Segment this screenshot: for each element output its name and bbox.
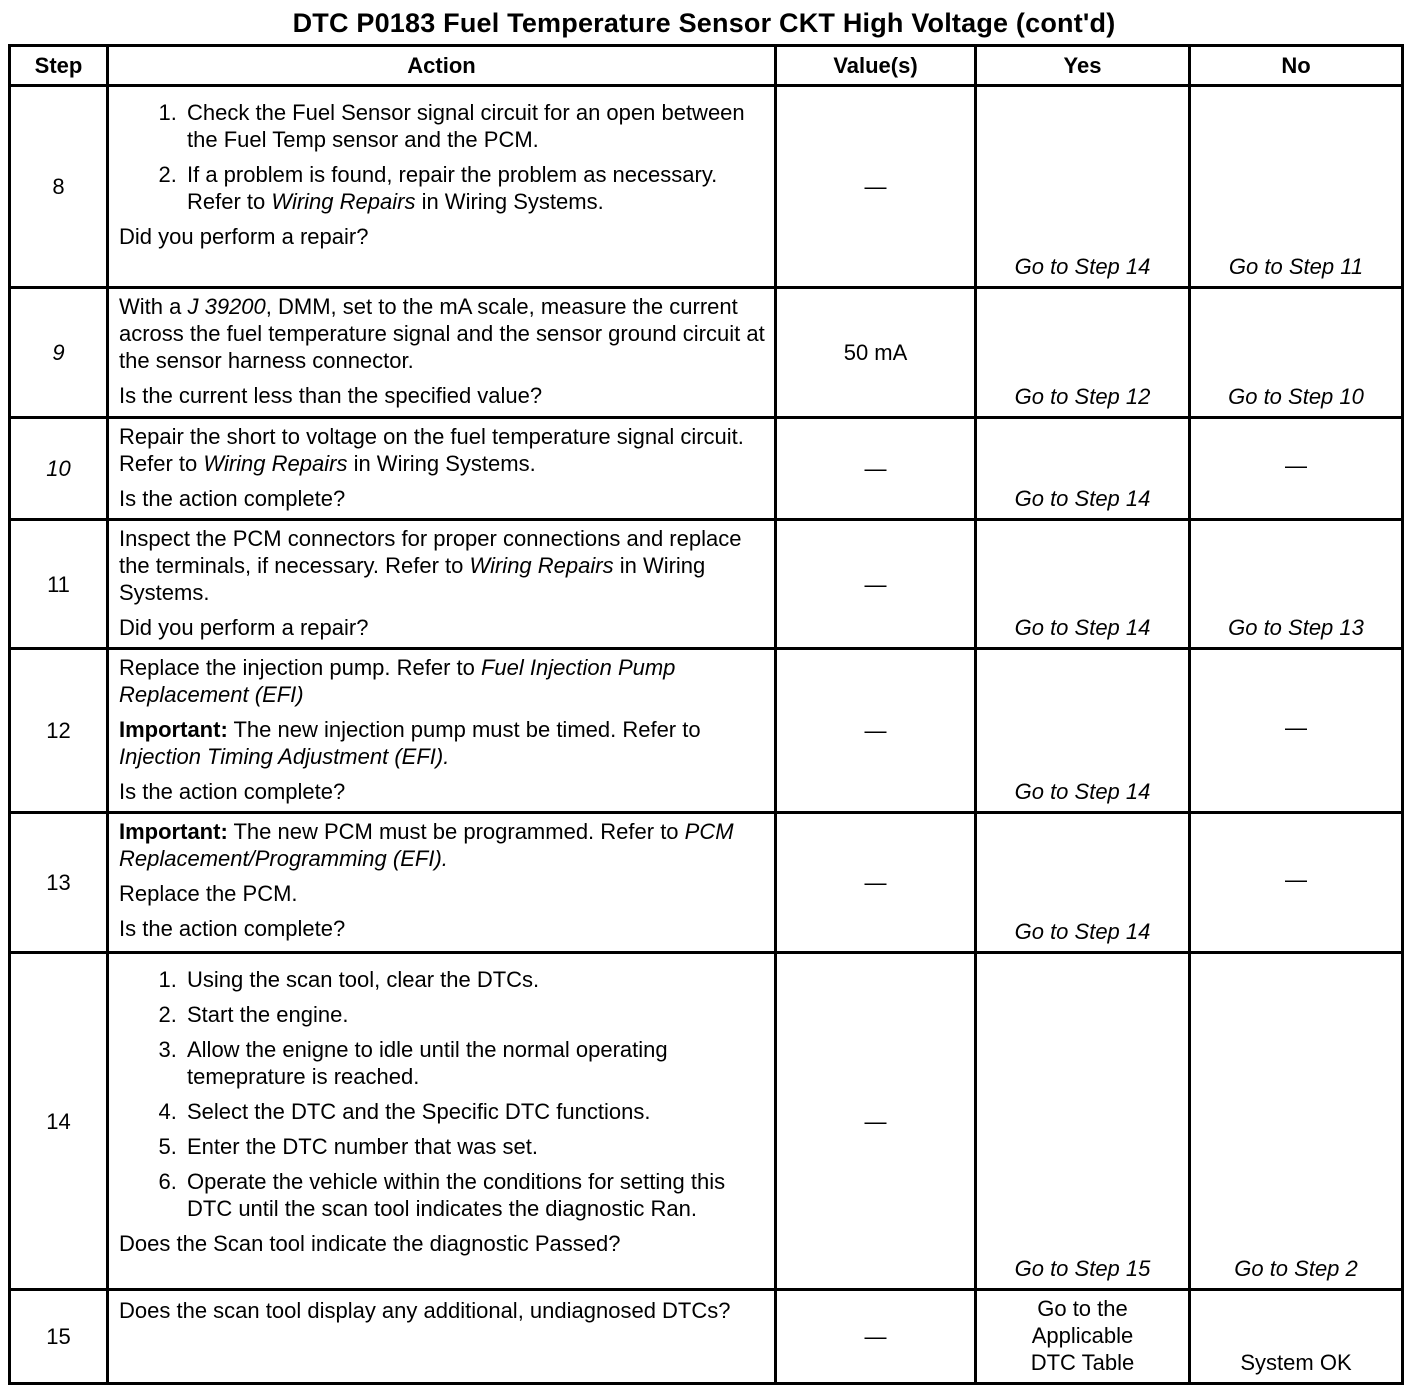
question: Is the action complete? bbox=[119, 916, 346, 941]
yes-cell: Go to Step 12 bbox=[976, 288, 1190, 418]
list-item: 6. Operate the vehicle within the conditions for setting this DTC until the scan tool indicates the diagnostic Ran. bbox=[183, 1168, 766, 1222]
yes-cell: Go to Step 14 bbox=[976, 813, 1190, 953]
action-text-part: in Wiring Systems. bbox=[347, 451, 536, 476]
step-number: 11 bbox=[10, 520, 108, 649]
action-cell bbox=[108, 520, 776, 649]
header-values: Value(s) bbox=[776, 46, 976, 86]
important-label: Important: bbox=[119, 819, 228, 844]
header-step: Step bbox=[10, 46, 108, 86]
reference-link: PCM Replacement/Programming (EFI). bbox=[119, 819, 734, 871]
value-cell: — bbox=[776, 953, 976, 1290]
yes-cell: Go to Step 14 bbox=[976, 86, 1190, 288]
step-number: 13 bbox=[10, 813, 108, 953]
reference-link: Wiring Repairs bbox=[271, 189, 416, 214]
page-title: DTC P0183 Fuel Temperature Sensor CKT High Voltage (cont'd) bbox=[292, 8, 1116, 38]
yes-cell: Go to Step 14 bbox=[976, 520, 1190, 649]
no-cell: Go to Step 10 bbox=[1190, 288, 1403, 418]
action-cell bbox=[108, 953, 776, 1290]
question: Does the Scan tool indicate the diagnostic Passed? bbox=[119, 1231, 621, 1256]
no-cell: Go to Step 2 bbox=[1190, 953, 1403, 1290]
action-text-part: , DMM, set to the mA scale, measure the current across the fuel temperature signal and the sensor ground circuit at the sensor harness connector. bbox=[119, 294, 765, 373]
step-number: 8 bbox=[10, 86, 108, 288]
tool-name: J 39200 bbox=[187, 294, 266, 319]
value-cell: 50 mA bbox=[776, 288, 976, 418]
action-text-part: With a bbox=[119, 294, 188, 319]
table-row bbox=[10, 520, 1403, 649]
step-number: 12 bbox=[10, 649, 108, 813]
header-action: Action bbox=[108, 46, 776, 86]
list-item: 5. Enter the DTC number that was set. bbox=[183, 1133, 766, 1160]
action-text-part: Repair the short to voltage on the fuel temperature signal circuit. Refer to bbox=[119, 424, 744, 476]
question: Does the scan tool display any additional, undiagnosed DTCs? bbox=[119, 1298, 731, 1323]
action-cell bbox=[108, 288, 776, 418]
question: Did you perform a repair? bbox=[119, 615, 369, 640]
reference-link: Fuel Injection Pump Replacement (EFI) bbox=[119, 655, 676, 707]
yes-cell: Go to Step 15 bbox=[976, 953, 1190, 1290]
yes-cell: Go to Step 14 bbox=[976, 418, 1190, 520]
header-row bbox=[10, 46, 1403, 86]
diagnostic-table bbox=[8, 44, 1404, 1385]
important-note bbox=[119, 818, 766, 872]
action-text: Replace the PCM. bbox=[119, 881, 298, 906]
action-text: If a problem is found, repair the problem as necessary. Refer to bbox=[187, 162, 718, 214]
step-number: 14 bbox=[10, 953, 108, 1290]
important-note bbox=[119, 716, 766, 770]
yes-cell: Go to the Applicable DTC Table bbox=[976, 1290, 1190, 1384]
no-cell: — bbox=[1190, 813, 1403, 953]
reference-link: Injection Timing Adjustment (EFI). bbox=[119, 744, 450, 769]
action-text-part: Replace the injection pump. Refer to bbox=[119, 655, 481, 680]
table-row bbox=[10, 1290, 1403, 1384]
value-cell: — bbox=[776, 418, 976, 520]
header-yes: Yes bbox=[976, 46, 1190, 86]
reference-link: Wiring Repairs bbox=[469, 553, 614, 578]
action-cell bbox=[108, 86, 776, 288]
table-row bbox=[10, 418, 1403, 520]
question: Is the action complete? bbox=[119, 486, 346, 511]
action-text bbox=[119, 423, 766, 477]
table-row bbox=[10, 86, 1403, 288]
no-cell: System OK bbox=[1190, 1290, 1403, 1384]
no-cell: — bbox=[1190, 649, 1403, 813]
list-item: 1. Check the Fuel Sensor signal circuit for an open between the Fuel Temp sensor and the PCM. bbox=[183, 99, 766, 153]
action-text-part: in Wiring Systems. bbox=[119, 553, 706, 605]
list-item: 3. Allow the enigne to idle until the normal operating temeprature is reached. bbox=[183, 1036, 766, 1090]
reference-link: Wiring Repairs bbox=[203, 451, 348, 476]
step-number: 9 bbox=[10, 288, 108, 418]
value-cell: — bbox=[776, 1290, 976, 1384]
action-text bbox=[119, 293, 766, 374]
action-text bbox=[119, 525, 766, 606]
question: Did you perform a repair? bbox=[119, 224, 369, 249]
list-item: 2. Start the engine. bbox=[183, 1001, 766, 1028]
important-label: Important: bbox=[119, 717, 228, 742]
action-cell bbox=[108, 1290, 776, 1384]
action-text-part: The new PCM must be programmed. Refer to bbox=[227, 819, 685, 844]
yes-cell: Go to Step 14 bbox=[976, 649, 1190, 813]
question: Is the current less than the specified value? bbox=[119, 383, 543, 408]
list-item: 4. Select the DTC and the Specific DTC functions. bbox=[183, 1098, 766, 1125]
no-cell: Go to Step 13 bbox=[1190, 520, 1403, 649]
value-cell: — bbox=[776, 86, 976, 288]
header-no: No bbox=[1190, 46, 1403, 86]
list-item: 1. Using the scan tool, clear the DTCs. bbox=[183, 966, 766, 993]
action-cell bbox=[108, 813, 776, 953]
no-cell: — bbox=[1190, 418, 1403, 520]
no-cell: Go to Step 11 bbox=[1190, 86, 1403, 288]
step-number: 10 bbox=[10, 418, 108, 520]
value-cell: — bbox=[776, 649, 976, 813]
action-text bbox=[119, 654, 766, 708]
table-row bbox=[10, 649, 1403, 813]
value-cell: — bbox=[776, 813, 976, 953]
table-row bbox=[10, 288, 1403, 418]
action-cell bbox=[108, 649, 776, 813]
list-item bbox=[183, 161, 766, 215]
step-number: 15 bbox=[10, 1290, 108, 1384]
table-row bbox=[10, 813, 1403, 953]
action-text: in Wiring Systems. bbox=[415, 189, 604, 214]
table-row bbox=[10, 953, 1403, 1290]
action-text-part: Inspect the PCM connectors for proper connections and replace the terminals, if necessary. Refer to bbox=[119, 526, 742, 578]
action-text-part: The new injection pump must be timed. Refer to bbox=[227, 717, 701, 742]
question: Is the action complete? bbox=[119, 779, 346, 804]
action-cell bbox=[108, 418, 776, 520]
value-cell: — bbox=[776, 520, 976, 649]
